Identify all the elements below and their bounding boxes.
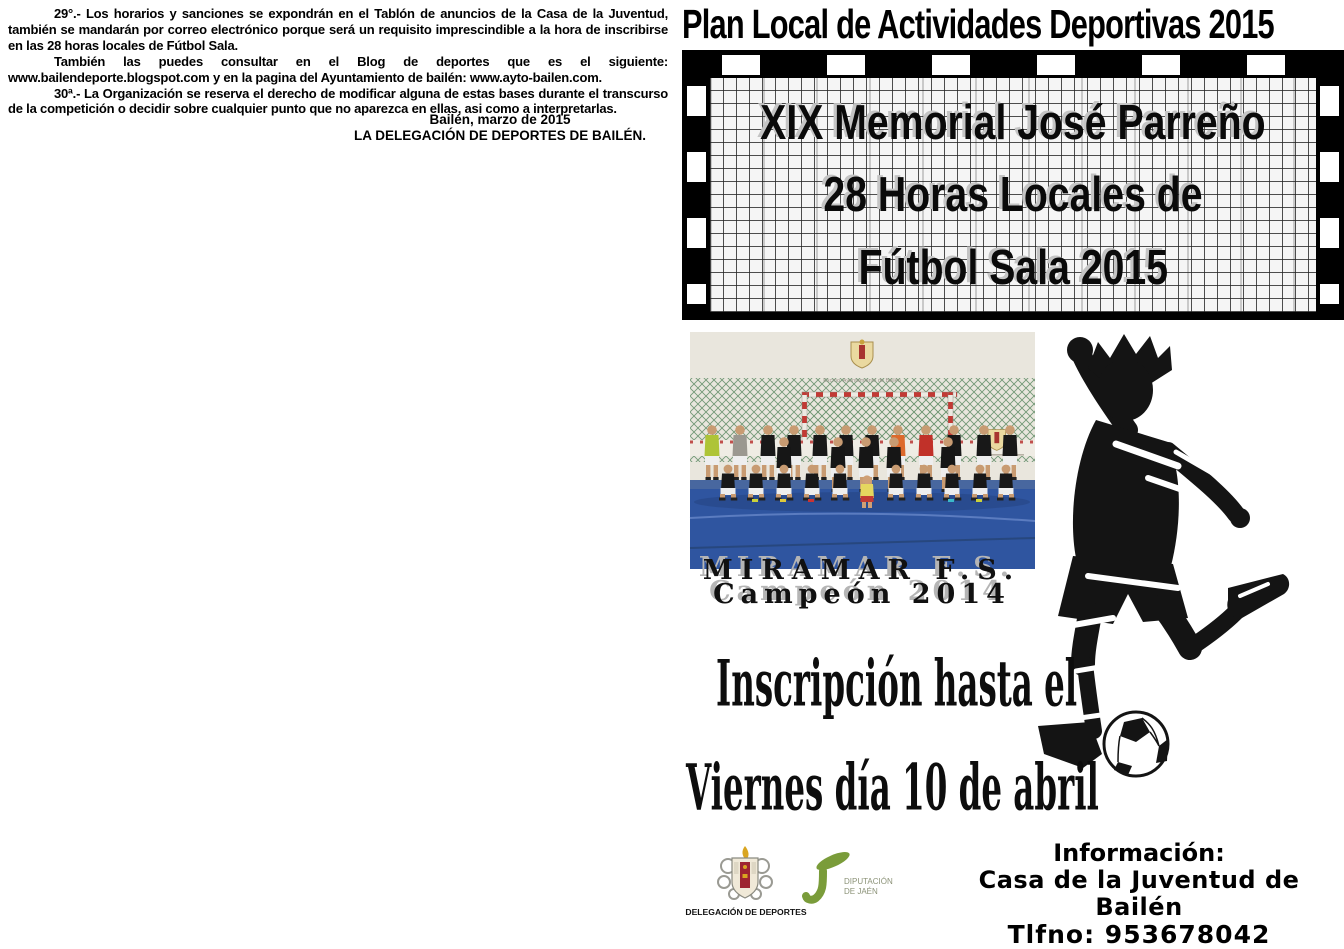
rule-30: 30ª.- La Organización se reserva el derecho de modificar alguna de estas bases durante el transcurso de la competición o decidir sobre cualquier punto que no aparezca en ellas, asi como a interpretarlas. bbox=[8, 85, 668, 117]
soccer-ball bbox=[1104, 712, 1168, 776]
registration-line1: Inscripción hasta el bbox=[716, 646, 1078, 722]
contact-info bbox=[940, 840, 1338, 949]
photo-caption bbox=[686, 555, 1038, 610]
info-address: Casa de la Juventud de Bailén bbox=[978, 866, 1300, 921]
rules-text-block bbox=[8, 6, 668, 117]
info-phone: Tlfno: 953678042 bbox=[1007, 920, 1271, 949]
signature-line: LA DELEGACIÓN DE DEPORTES DE BAILÉN. bbox=[353, 128, 647, 143]
filmstrip-title-box bbox=[682, 52, 1344, 320]
rule-29-blog-note: También las puedes consultar en el Blog de deportes que es el siguiente: www.bailendeporte.blogspot.com y en la pagina del Ayuntamiento de bailén: www.ayto-bailen.com. bbox=[8, 53, 668, 85]
wall-crest bbox=[851, 340, 873, 369]
diputacion-label-line2: DE JAÉN bbox=[844, 887, 878, 896]
delegacion-label: DELEGACIÓN DE DEPORTES bbox=[685, 907, 807, 917]
rule-29: 29°.- Los horarios y sanciones se expondrán en el Tablón de anuncios de la Casa de la Juventud, también se mandarán por correo electrónico porque será un requisito imprescindible a la hora de inscribirse en las 28 horas locales de Fútbol Sala. bbox=[8, 6, 668, 53]
registration-line2: Viernes día 10 de abril bbox=[686, 750, 1099, 826]
caption-champion: Campeón 2014 bbox=[713, 579, 1011, 610]
info-title: Información: bbox=[1053, 839, 1225, 867]
event-title-line1: XIX Memorial José Parreño bbox=[760, 95, 1266, 150]
event-title bbox=[710, 78, 1316, 312]
photo-wall-sign: Excmo. Ayuntamiento de Bailén bbox=[823, 378, 901, 384]
team-photo bbox=[690, 332, 1035, 569]
caption-team-name: MIRAMAR F.S. bbox=[702, 555, 1022, 586]
signature-block bbox=[290, 112, 710, 144]
diputacion-label-line1: DIPUTACIÓN bbox=[844, 877, 893, 886]
event-title-line2: 28 Horas Locales de bbox=[823, 168, 1203, 222]
filmstrip-sprockets-left bbox=[687, 86, 706, 304]
filmstrip-sprockets-right bbox=[1320, 86, 1339, 304]
delegacion-deportes-logo bbox=[685, 844, 807, 920]
poster-header-text: Plan Local de Actividades Deportivas 2015 bbox=[682, 1, 1274, 47]
event-title-line3: Fútbol Sala 2015 bbox=[858, 240, 1168, 295]
poster-header bbox=[682, 0, 1344, 57]
filmstrip-sprockets-top bbox=[722, 55, 1304, 75]
date-line: Bailén, marzo de 2015 bbox=[429, 112, 571, 127]
delegacion-crest-icon bbox=[718, 846, 772, 899]
poster-page bbox=[672, 0, 1344, 949]
diputacion-jaen-logo bbox=[802, 850, 924, 916]
